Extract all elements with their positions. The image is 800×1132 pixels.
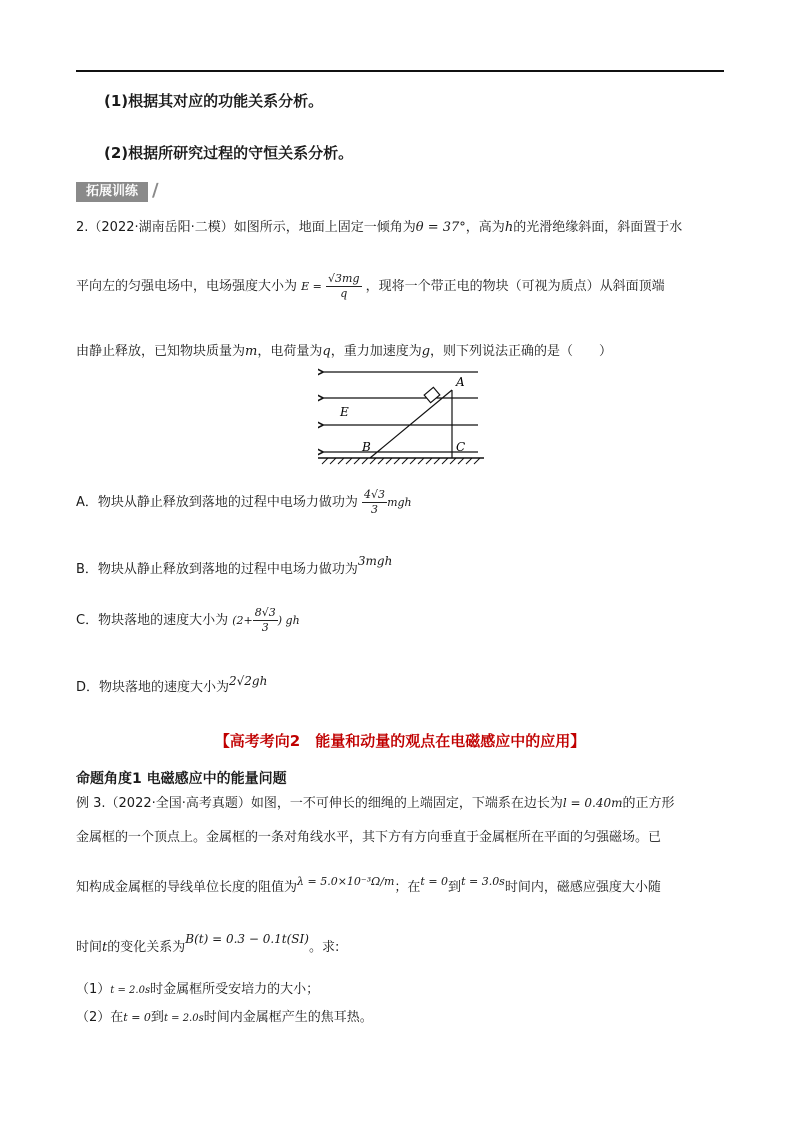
label-b: B: [362, 440, 371, 454]
incline-diagram: [318, 368, 488, 468]
q2-line-2: 平向左的匀强电场中，电场强度大小为 E = $\frac{√3mg}{q}$ ，现将一个带正电的物块（可视为质点）从斜面顶端: [76, 272, 665, 300]
incline-surface: [370, 390, 452, 458]
top-divider: [76, 70, 724, 72]
method-1: (1)根据其对应的功能关系分析。: [104, 92, 324, 110]
ex3-line-2: 金属框的一个顶点上。金属框的一条对角线水平，其下方有方向垂直于金属框所在平面的匀强磁场。已: [76, 830, 662, 845]
option-c[interactable]: C．物块落地的速度大小为 (2+ $\frac{8√3}{3}$ ) gh: [76, 606, 300, 634]
ex3-sub-1: （1）t = 2.0s时金属框所受安培力的大小；: [76, 982, 320, 997]
ground-hatching: [322, 458, 480, 464]
option-c-fraction: $\frac{8√3}{3}$: [254, 606, 276, 634]
label-e: E: [340, 405, 349, 419]
charged-block: [424, 387, 440, 402]
ex3-line-4: 时间t的变化关系为B(t) = 0.3 − 0.1t(SI)。求:: [76, 932, 340, 955]
q2-line-3: 由静止释放，已知物块质量为m，电荷量为q，重力加速度为g，则下列说法正确的是（ ）: [76, 344, 613, 359]
option-a-fraction: $\frac{4√3}{3}$: [364, 488, 386, 516]
method-2: (2)根据所研究过程的守恒关系分析。: [104, 144, 354, 162]
field-strength-fraction: $\frac{√3mg}{q}$: [328, 272, 360, 300]
label-c: C: [456, 440, 466, 454]
option-d[interactable]: D．物块落地的速度大小为2√2gh: [76, 674, 268, 695]
label-a: A: [456, 375, 465, 389]
tag-decoration: ∕: [152, 180, 159, 201]
subhead: 命题角度1 电磁感应中的能量问题: [76, 771, 287, 787]
option-a[interactable]: A．物块从静止释放到落地的过程中电场力做功为 $\frac{4√3}{3}$ mgh: [76, 488, 412, 516]
section-tag: 拓展训练: [76, 182, 148, 202]
ex3-line-3: 知构成金属框的导线单位长度的阻值为$^{\lambda = 5.0\times 10^{-3}\Omega/m}$；在$^{t = 0}$到$^{t = 3.0s}$时间内，磁感应强度大小随: [76, 875, 661, 895]
q2-line-1: 2.（2022·湖南岳阳·二模）如图所示，地面上固定一倾角为θ = 37°，高为h的光滑绝缘斜面，斜面置于水: [76, 220, 683, 235]
ex3-line-1: 例 3.（2022·全国·高考真题）如图，一不可伸长的细绳的上端固定，下端系在边长为l = 0.40m的正方形: [76, 796, 675, 811]
ex3-sub-2: （2）在t = 0到t = 2.0s时间内金属框产生的焦耳热。: [76, 1010, 373, 1025]
section-title: 【高考考向2 能量和动量的观点在电磁感应中的应用】: [214, 732, 586, 750]
option-b[interactable]: B．物块从静止释放到落地的过程中电场力做功为3mgh: [76, 554, 393, 577]
